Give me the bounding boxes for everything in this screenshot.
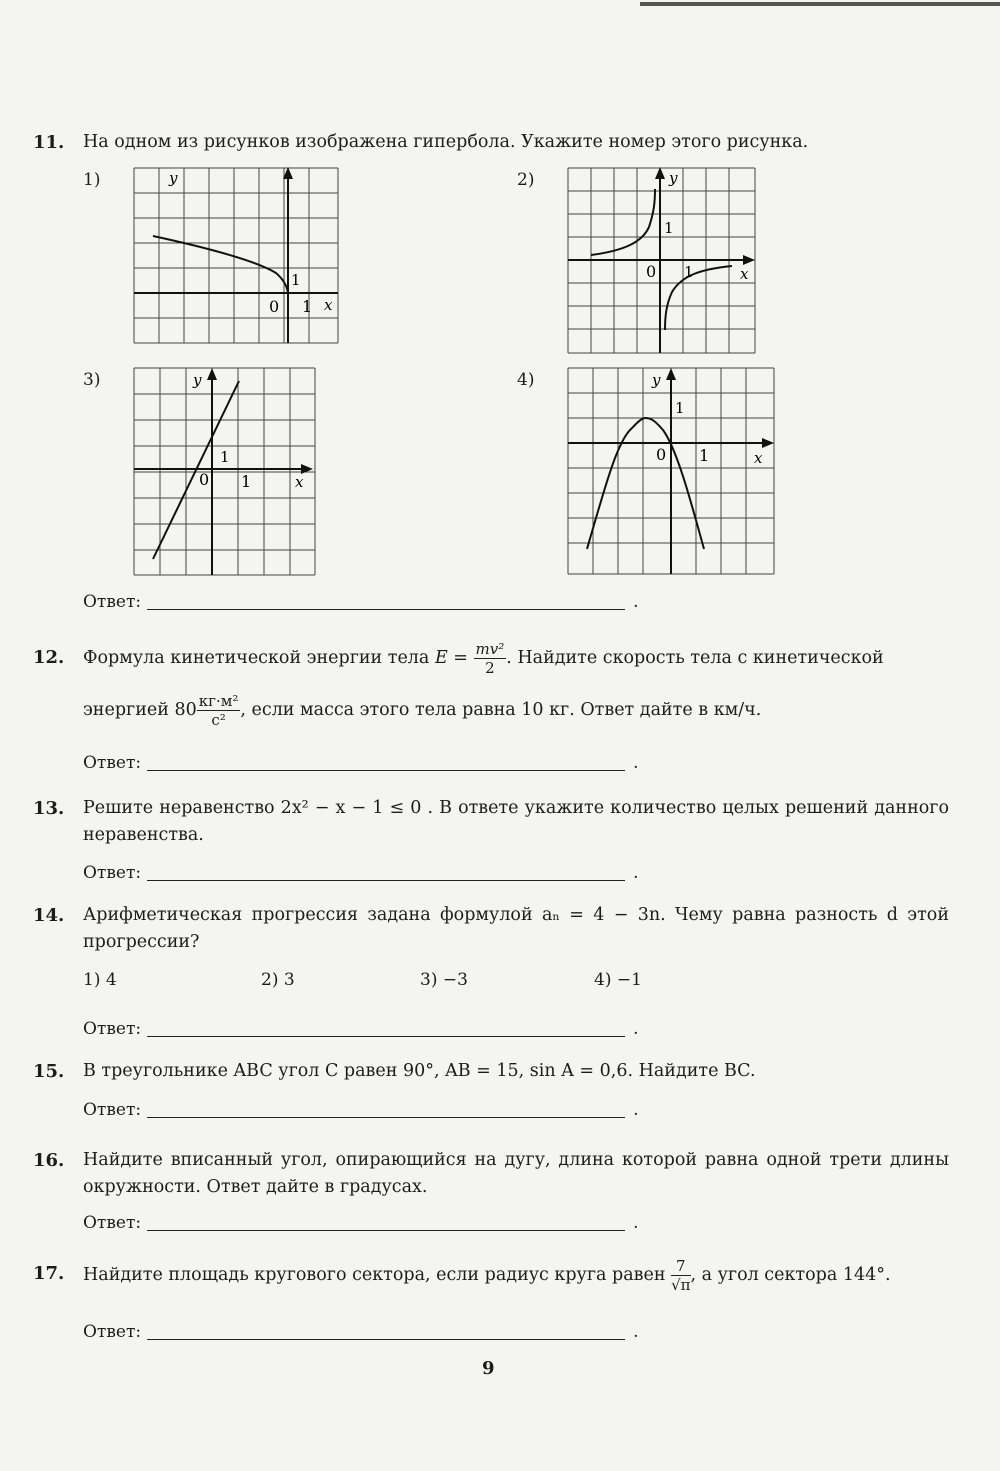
q16-answer-field[interactable]: Ответ: . — [83, 1213, 639, 1233]
q17-text-a: Найдите площадь кругового сектора, если радиус круга равен — [83, 1265, 666, 1285]
q11-text: На одном из рисунков изображена гипербола. Укажите номер этого рисунка. — [83, 132, 809, 152]
graph-3-label: 3) — [83, 370, 101, 390]
q12-text-line1 — [83, 636, 949, 680]
q11-answer-field[interactable]: Ответ: . — [83, 592, 639, 612]
answer-label: Ответ: — [83, 592, 142, 612]
q17-text — [83, 1250, 891, 1300]
graph-4 — [567, 367, 777, 581]
top-rule — [640, 2, 1000, 6]
graph-1-origin: 0 — [269, 297, 280, 316]
q14-option-1[interactable]: 1) 4 — [83, 970, 117, 990]
graph-1-curve — [153, 236, 288, 293]
q14-option-3[interactable]: 3) −3 — [420, 970, 468, 990]
q13-answer-field[interactable]: Ответ: . — [83, 863, 639, 883]
q11-number: 11. — [33, 132, 65, 153]
q12-formula-fraction: $\frac{\text{mv²}}{2}$ — [475, 640, 505, 677]
page-number: 9 — [482, 1358, 495, 1379]
q12-text-d: , если масса этого тела равна 10 кг. Ответ дайте в км/ч. — [240, 700, 762, 720]
graph-2-label: 2) — [517, 170, 535, 190]
q12-text-c: энергией 80 — [83, 700, 197, 720]
q17-fraction: $\frac{7}{√\pi}$ — [671, 1257, 691, 1294]
q14-option-4[interactable]: 4) −1 — [594, 970, 642, 990]
q12-text-a: Формула кинетической энергии тела — [83, 648, 430, 668]
graph-4-parabola — [587, 418, 704, 549]
q17-number: 17. — [33, 1263, 65, 1284]
q13-number: 13. — [33, 798, 65, 819]
q16-text: Найдите вписанный угол, опирающийся на дугу, длина которой равна одной трети длины окружности. Ответ дайте в градусах. — [83, 1150, 949, 1197]
graph-4-x-label: x — [754, 449, 763, 467]
q14-option-2[interactable]: 2) 3 — [261, 970, 295, 990]
graph-3-unit-x: 1 — [241, 472, 252, 491]
graph-4-unit-y: 1 — [675, 399, 685, 417]
graph-3-origin: 0 — [199, 470, 210, 489]
graph-4-label: 4) — [517, 370, 535, 390]
graph-4-origin: 0 — [656, 445, 667, 464]
graph-1 — [133, 167, 339, 349]
q14-number: 14. — [33, 905, 65, 926]
graph-2-x-label: x — [740, 265, 749, 283]
q12-unit-fraction: $\frac{\text{кг·м²}}{\text{с²}}$ — [198, 692, 239, 729]
graph-2 — [567, 167, 757, 359]
graph-2-unit-y: 1 — [664, 219, 674, 237]
graph-3 — [133, 367, 317, 581]
graph-3-y-label: y — [193, 371, 202, 389]
graph-4-y-label: y — [652, 371, 661, 389]
q14-answer-field[interactable]: Ответ: . — [83, 1019, 639, 1039]
graph-1-unit-y: 1 — [291, 271, 301, 289]
q17-text-b: , а угол сектора 144°. — [690, 1265, 891, 1285]
answer-line[interactable] — [147, 593, 625, 610]
q12-answer-field[interactable]: Ответ: . — [83, 753, 639, 773]
q17-answer-field[interactable]: Ответ: . — [83, 1322, 639, 1342]
q14-text: Арифметическая прогрессия задана формулой aₙ = 4 − 3n. Чему равна разность d этой прогрессии? — [83, 905, 949, 952]
graph-4-unit-x: 1 — [699, 446, 710, 465]
q12-number: 12. — [33, 647, 65, 668]
q12-formula-E: E = — [434, 648, 468, 668]
q15-text: В треугольнике ABC угол C равен 90°, AB = 15, sin A = 0,6. Найдите BC. — [83, 1061, 756, 1081]
q13-text: Решите неравенство 2x² − x − 1 ≤ 0 . В ответе укажите количество целых решений данного неравенства. — [83, 798, 949, 845]
q12-text-b: . Найдите скорость тела с кинетической — [506, 648, 884, 668]
graph-2-branch-right — [665, 266, 732, 330]
q12-text-line2 — [83, 688, 761, 732]
graph-2-y-label: y — [669, 169, 678, 187]
graph-2-origin: 0 — [646, 262, 657, 281]
graph-2-unit-x: 1 — [684, 263, 694, 281]
graph-2-branch-left — [591, 189, 655, 255]
graph-3-x-label: x — [295, 473, 304, 491]
q16-number: 16. — [33, 1150, 65, 1171]
graph-1-unit-x: 1 — [302, 297, 313, 316]
graph-3-unit-y: 1 — [220, 448, 230, 466]
q15-answer-field[interactable]: Ответ: . — [83, 1100, 639, 1120]
graph-1-y-label: y — [169, 169, 178, 187]
graph-1-label: 1) — [83, 170, 101, 190]
graph-1-x-label: x — [324, 296, 333, 314]
q15-number: 15. — [33, 1061, 65, 1082]
